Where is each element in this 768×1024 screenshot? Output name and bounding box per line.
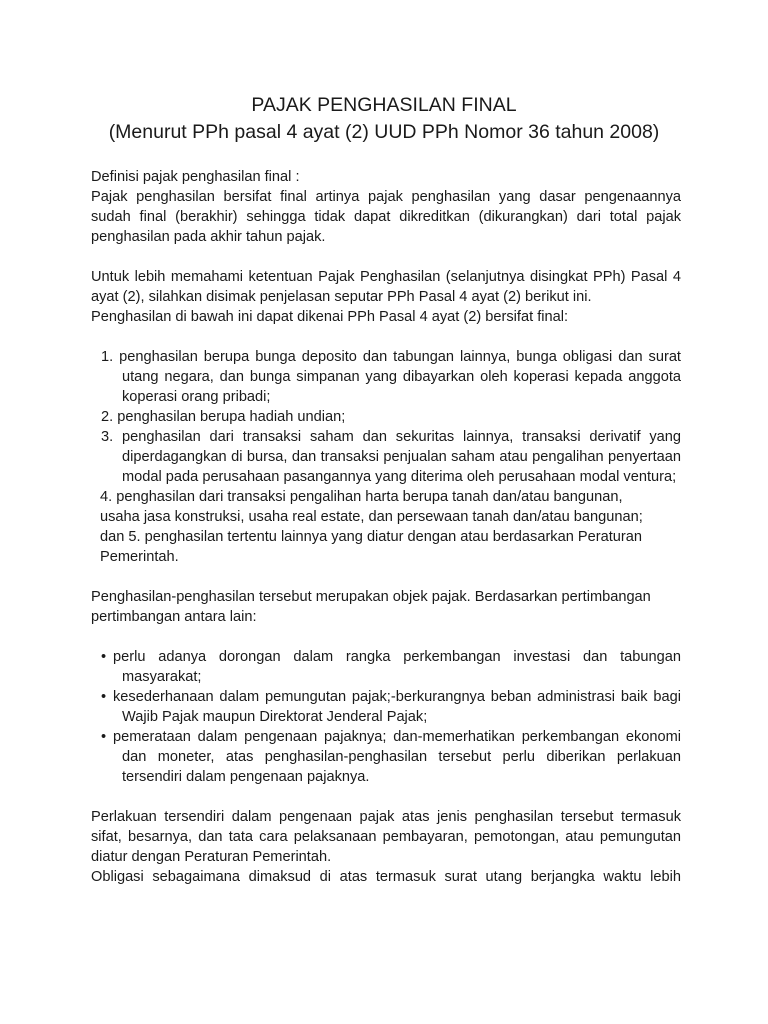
numbered-item-line: usaha jasa konstruksi, usaha real estate, dan persewaan tanah dan/atau bangunan; [100,509,643,525]
bullet-icon: • [101,689,107,705]
document-title [0,92,768,146]
definition-heading: Definisi pajak penghasilan final : [91,169,300,185]
bullet-text: kesederhanaan dalam pemungutan pajak;-berkurangnya beban administrasi baik bagi Wajib Pajak maupun Direktorat Jenderal Pajak; [113,689,681,725]
objects-paragraph: Penghasilan-penghasilan tersebut merupakan objek pajak. Berdasarkan pertimbangan pertimbangan antara lain: [91,589,651,625]
bullet-icon: • [101,649,107,665]
numbered-item-line: 4. penghasilan dari transaksi pengalihan harta berupa tanah dan/atau bangunan, [100,489,623,505]
definition-paragraph: Pajak penghasilan bersifat final artinya pajak penghasilan yang dasar pengenaannya sudah final (berakhir) sehingga tidak dapat dikreditkan (dikurangkan) dari total pajak penghasilan pada akhir tahun pajak. [91,189,681,245]
title-line-1: PAJAK PENGHASILAN FINAL [251,94,517,116]
bullet-text: perlu adanya dorongan dalam rangka perkembangan investasi dan tabungan masyarakat; [113,649,681,685]
numbered-item-line: dan 5. penghasilan tertentu lainnya yang diatur dengan atau berdasarkan Peraturan [100,529,642,545]
numbered-item: 3. penghasilan dari transaksi saham dan sekuritas lainnya, transaksi derivatif yang diperdagangkan di bursa, dan transaksi penjualan saham atau pengalihan penyertaan modal pada perusahaan pasangannya yang diterima oleh perusahaan modal ventura; [101,429,681,485]
bullet-item [91,687,681,727]
closing-paragraph: Perlakuan tersendiri dalam pengenaan pajak atas jenis penghasilan tersebut termasuk sifat, besarnya, dan tata cara pelaksanaan pembayaran, pemotongan, atau pemungutan diatur dengan Peraturan Pemerintah. [91,809,681,865]
numbered-item-line: Pemerintah. [100,549,179,565]
intro-paragraph: Untuk lebih memahami ketentuan Pajak Penghasilan (selanjutnya disingkat PPh) Pasal 4 ayat (2), silahkan disimak penjelasan seputar PPh Pasal 4 ayat (2) berikut ini. [91,269,681,305]
title-line-2: (Menurut PPh pasal 4 ayat (2) UUD PPh Nomor 36 tahun 2008) [108,121,660,143]
intro-paragraph-2: Penghasilan di bawah ini dapat dikenai PPh Pasal 4 ayat (2) bersifat final: [91,309,569,325]
closing-paragraph-2: Obligasi sebagaimana dimaksud di atas termasuk surat utang berjangka waktu lebih [91,869,681,885]
document-body [91,167,681,887]
bullet-item [91,727,681,787]
bullet-text: pemerataan dalam pengenaan pajaknya; dan-memerhatikan perkembangan ekonomi dan moneter, atas penghasilan-penghasilan tersebut perlu diberikan perlakuan tersendiri dalam pengenaan pajaknya. [113,729,681,785]
numbered-item: 2. penghasilan berupa hadiah undian; [101,409,346,425]
numbered-item: 1. penghasilan berupa bunga deposito dan tabungan lainnya, bunga obligasi dan surat utang negara, dan bunga simpanan yang dibayarkan oleh koperasi kepada anggota koperasi orang pribadi; [101,349,681,405]
bullet-item [91,647,681,687]
bullet-icon: • [101,729,107,745]
